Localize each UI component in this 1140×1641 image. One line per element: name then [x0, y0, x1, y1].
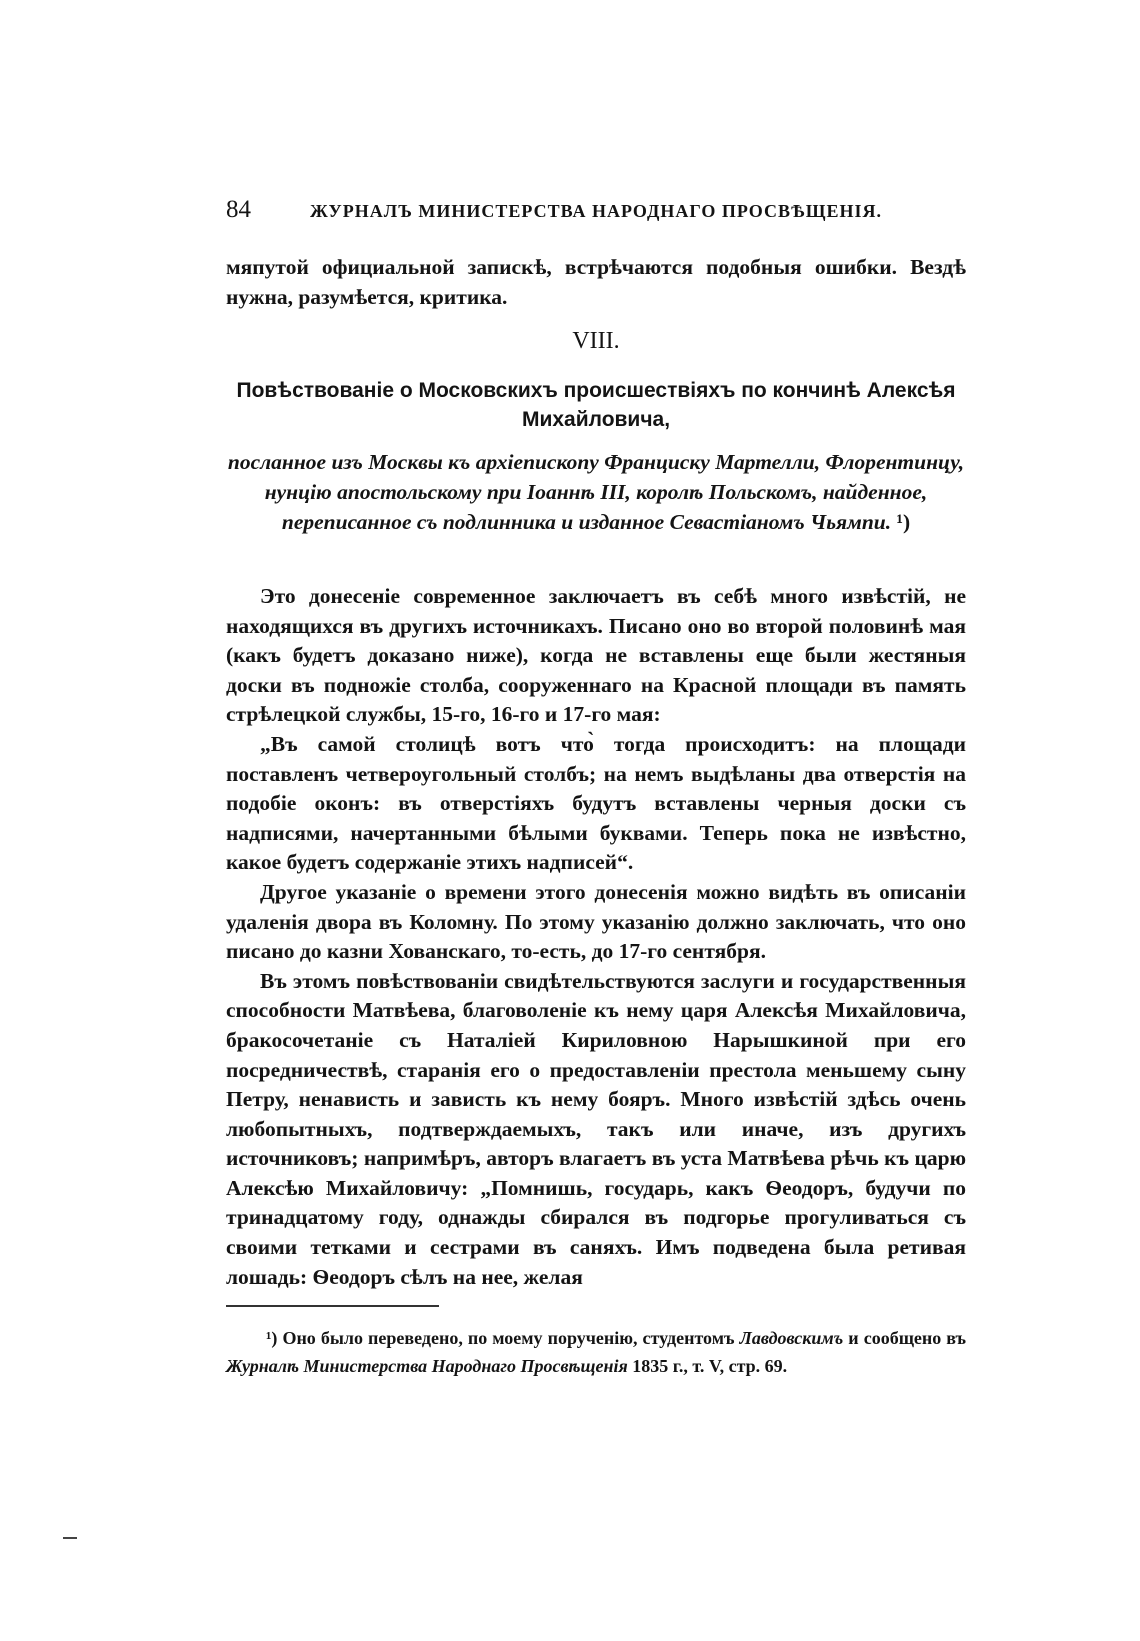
footnote-separator — [226, 1305, 439, 1307]
paragraph-1: Это донесеніе современное заключаетъ въ себѣ много извѣстій, не находящихся въ другихъ источникахъ. Писано оно во второй половинѣ мая (какъ будетъ доказано ниже), когда не вставлены еще были жестяныя доски въ подножіе столба, сооруженнаго на Красной площади въ память стрѣлецкой службы, 15-го, 16-го и 17-го мая: — [226, 584, 966, 727]
paragraph-2-quote: „Въ самой столицѣ вотъ что̀ тогда происходитъ: на площади поставленъ четвероугольный столбъ; на немъ выдѣланы два отверстія на подобіе оконъ: въ отверстіяхъ будутъ вставлены черныя доски съ надписями, начертанными бѣлыми буквами. Теперь пока не извѣстно, какое будетъ содержаніе этихъ надписей“. — [226, 731, 966, 875]
footnote-text-before: Оно было переведено, по моему порученію, студентомъ — [282, 1328, 735, 1348]
section-subtitle — [226, 447, 966, 537]
main-text — [226, 582, 966, 1292]
footnote-text-middle: и сообщено въ — [848, 1328, 967, 1348]
footnote — [226, 1324, 966, 1380]
paragraph-3: Другое указаніе о времени этого донесенія можно видѣть въ описаніи удаленія двора въ Коломну. По этому указанію должно заключать, что оно писано до казни Хованскаго, то-есть, до 17-го сентября. — [226, 879, 966, 964]
footnote-marker: ¹) — [266, 1328, 278, 1348]
margin-mark — [63, 1537, 77, 1539]
continuation-paragraph: мяпутой официальной запискѣ, встрѣчаются подобныя ошибки. Вездѣ нужна, разумѣется, критика. — [226, 255, 966, 309]
footnote-text-after: 1835 г., т. V, стр. 69. — [632, 1356, 788, 1376]
page-number: 84 — [226, 196, 251, 223]
paragraph-4: Въ этомъ повѣствованіи свидѣтельствуются заслуги и государственныя способности Матвѣева, благоволеніе къ нему царя Алексѣя Михайловича, бракосочетаніе съ Наталіей Кириловною Нарышкиной при его посредничествѣ, старанія его о предоставленіи престола меньшему сыну Петру, ненависть и зависть къ нему бояръ. Много извѣстій здѣсь очень любопытныхъ, подтверждаемыхъ, такъ или иначе, изъ другихъ источниковъ; напримѣръ, авторъ влагаетъ въ уста Матвѣева рѣчь къ царю Алексѣю Михайловичу: „Помнишь, государь, какъ Ѳеодоръ, будучи по тринадцатому году, однажды сбирался въ подгорье прогуливаться съ своими тетками и сестрами въ саняхъ. Имъ подведена была ретивая лошадь: Ѳеодоръ сѣлъ на нее, желая — [226, 968, 966, 1289]
section-number: VIII. — [572, 328, 620, 354]
subtitle-footnote-marker: ¹) — [896, 510, 911, 534]
footnote-student-name: Лавдовскимъ — [739, 1328, 844, 1348]
footnote-journal-name: Журналѣ Министерства Народнаго Просвѣщенія — [226, 1356, 628, 1376]
section-title: Повѣствованіе о Московскихъ происшествіяхъ по кончинѣ Алексѣя Михайловича, — [236, 379, 956, 431]
running-title: ЖУРНАЛЪ МИНИСТЕРСТВА НАРОДНАГО ПРОСВѢЩЕНІЯ. — [310, 201, 883, 221]
page-header — [226, 196, 966, 236]
subtitle-text: посланное изъ Москвы къ архіепископу Франциску Мартелли, Флорентинцу, нунцію апостольскому при Іоаннѣ III, королѣ Польскомъ, найденное, переписанное съ подлинника и изданное Севастіаномъ Чьямпи. — [227, 450, 965, 534]
